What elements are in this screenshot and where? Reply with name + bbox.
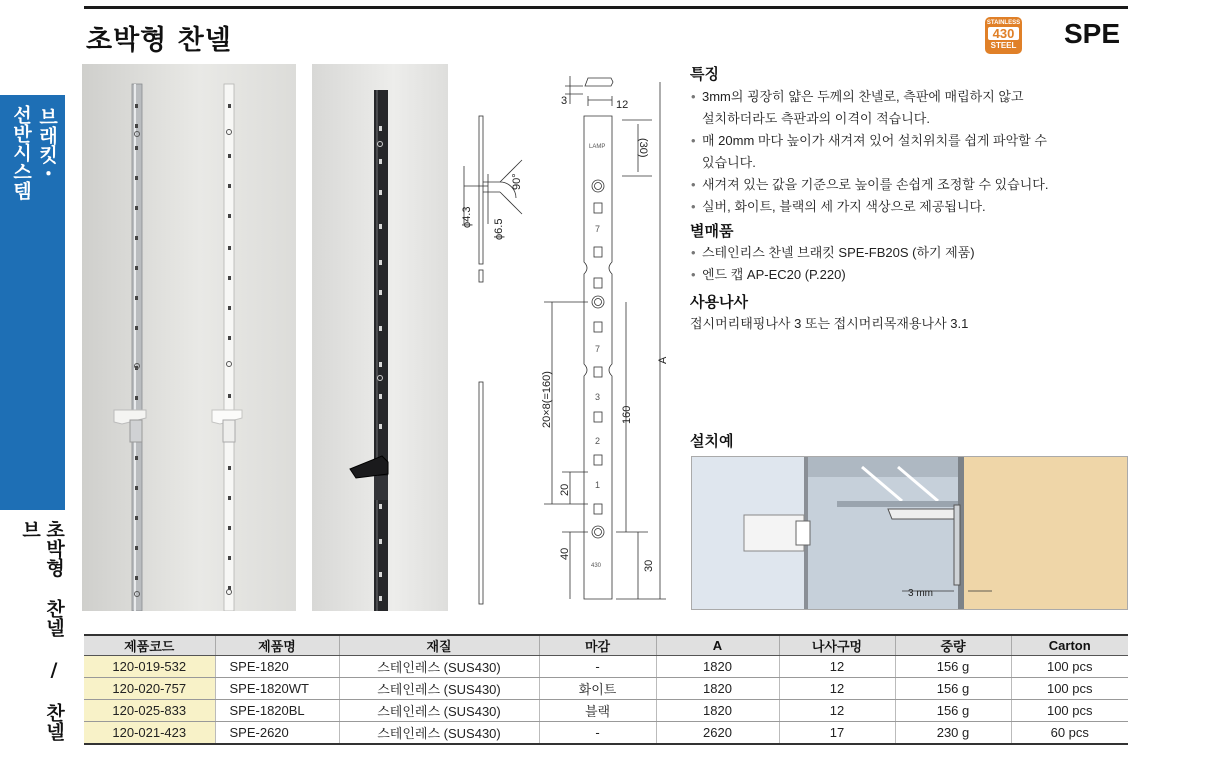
cell-screw-holes: 12 xyxy=(779,700,895,722)
side-category-tab[interactable] xyxy=(0,95,65,510)
side-subcategory-label: 초박형 찬넬 / 찬넬 브 xyxy=(19,520,65,741)
badge-line3: STEEL xyxy=(990,41,1017,50)
install-example-diagram xyxy=(691,456,1128,610)
cell-code: 120-021-423 xyxy=(84,722,215,744)
side-category-label-2: 선반시스템 xyxy=(10,105,32,200)
table-row xyxy=(84,722,1128,744)
dim-40: 40 xyxy=(559,547,571,560)
features-section xyxy=(690,63,1048,218)
table-row xyxy=(84,656,1128,678)
features-heading: 특징 xyxy=(690,66,719,83)
channel-logo-mark: LAMP xyxy=(589,144,606,150)
install-heading: 설치예 xyxy=(690,433,734,450)
cell-material: 스테인레스 (SUS430) xyxy=(339,656,539,678)
screws-text: 접시머리태핑나사 3 또는 접시머리목재용나사 3.1 xyxy=(690,316,969,331)
dim-phi-4-3: ϕ4.3 xyxy=(461,206,473,228)
channel-mark-430: 430 xyxy=(591,563,602,569)
accessories-heading: 별매품 xyxy=(690,223,734,240)
cell-screw-holes: 12 xyxy=(779,678,895,700)
screws-heading: 사용나사 xyxy=(690,294,748,311)
cell-name: SPE-2620 xyxy=(215,722,339,744)
dim-90-deg: 90° xyxy=(511,173,523,190)
col-header-code: 제품코드 xyxy=(84,635,215,656)
dim-phi-6-5: ϕ6.5 xyxy=(493,218,505,240)
cell-weight: 156 g xyxy=(895,656,1011,678)
table-row xyxy=(84,678,1128,700)
cell-screw-holes: 12 xyxy=(779,656,895,678)
col-header-name: 제품명 xyxy=(215,635,339,656)
col-header-screw-holes: 나사구멍 xyxy=(779,635,895,656)
feature-item-cont: 있습니다. xyxy=(702,155,756,170)
col-header-carton: Carton xyxy=(1011,635,1128,656)
cell-weight: 156 g xyxy=(895,700,1011,722)
feature-item: • 매 20mm 마다 높이가 새겨져 있어 설치위치를 쉽게 파악할 수 xyxy=(690,130,1048,152)
cell-material: 스테인레스 (SUS430) xyxy=(339,722,539,744)
cell-name: SPE-1820 xyxy=(215,656,339,678)
badge-line1: STAINLESS xyxy=(986,20,1021,26)
dim-160: 160 xyxy=(621,405,633,424)
cell-a: 1820 xyxy=(656,678,779,700)
cell-finish: - xyxy=(539,722,656,744)
col-header-weight: 중량 xyxy=(895,635,1011,656)
channel-mark-2: 2 xyxy=(595,436,601,446)
dim-20x8: 20×8(=160) xyxy=(541,371,553,428)
cell-code: 120-025-833 xyxy=(84,700,215,722)
dim-30-top: (30) xyxy=(637,138,649,158)
cell-carton: 100 pcs xyxy=(1011,656,1128,678)
badge-line2: 430 xyxy=(988,27,1019,40)
product-photo-black xyxy=(312,64,448,611)
dim-3: 3 xyxy=(561,95,568,107)
cell-material: 스테인레스 (SUS430) xyxy=(339,700,539,722)
channel-mark-1: 1 xyxy=(595,480,601,490)
cell-weight: 230 g xyxy=(895,722,1011,744)
model-code: SPE xyxy=(1064,18,1121,49)
cell-a: 1820 xyxy=(656,656,779,678)
screws-section xyxy=(690,291,968,335)
feature-item: • 새겨져 있는 값을 기준으로 높이를 손쉽게 조정할 수 있습니다. xyxy=(690,174,1048,196)
cell-carton: 60 pcs xyxy=(1011,722,1128,744)
channel-mark-7a: 7 xyxy=(595,224,601,234)
accessory-item: • 스테인리스 찬넬 브래킷 SPE-FB20S (하기 제품) xyxy=(690,242,975,264)
cell-code: 120-019-532 xyxy=(84,656,215,678)
install-heading-wrap xyxy=(690,430,733,451)
stainless-badge xyxy=(985,17,1022,54)
technical-drawing xyxy=(440,64,680,614)
cell-finish: - xyxy=(539,656,656,678)
channel-mark-7b: 7 xyxy=(595,344,601,354)
feature-item-cont: 설치하더라도 측판과의 이격이 적습니다. xyxy=(702,111,930,126)
dim-30-bottom: 30 xyxy=(643,559,655,572)
page-title: 초박형 찬넬 xyxy=(86,25,232,56)
col-header-finish: 마감 xyxy=(539,635,656,656)
side-category-label-1: 브래킷・ xyxy=(36,107,58,183)
feature-item: • 실버, 화이트, 블랙의 세 가지 색상으로 제공됩니다. xyxy=(690,196,1048,218)
cell-screw-holes: 17 xyxy=(779,722,895,744)
col-header-material: 재질 xyxy=(339,635,539,656)
accessory-item: • 엔드 캡 AP-EC20 (P.220) xyxy=(690,264,975,286)
cell-carton: 100 pcs xyxy=(1011,678,1128,700)
col-header-a: A xyxy=(656,635,779,656)
top-rule xyxy=(84,6,1128,9)
table-header-row xyxy=(84,635,1128,656)
cell-a: 1820 xyxy=(656,700,779,722)
cell-code: 120-020-757 xyxy=(84,678,215,700)
cell-a: 2620 xyxy=(656,722,779,744)
dim-20: 20 xyxy=(559,483,571,496)
feature-item: • 3mm의 굉장히 얇은 두께의 찬넬로, 측판에 매립하지 않고 xyxy=(690,86,1048,108)
cell-carton: 100 pcs xyxy=(1011,700,1128,722)
table-row xyxy=(84,700,1128,722)
accessories-section xyxy=(690,220,975,286)
install-dim-label: 3 mm xyxy=(908,588,933,599)
product-photo-silver-white xyxy=(82,64,296,611)
cell-weight: 156 g xyxy=(895,678,1011,700)
cell-finish: 화이트 xyxy=(539,678,656,700)
dim-12: 12 xyxy=(616,99,629,111)
cell-finish: 블랙 xyxy=(539,700,656,722)
cell-material: 스테인레스 (SUS430) xyxy=(339,678,539,700)
spec-table xyxy=(84,634,1128,745)
cell-name: SPE-1820BL xyxy=(215,700,339,722)
dim-A: A xyxy=(657,356,669,364)
cell-name: SPE-1820WT xyxy=(215,678,339,700)
channel-mark-3: 3 xyxy=(595,392,601,402)
